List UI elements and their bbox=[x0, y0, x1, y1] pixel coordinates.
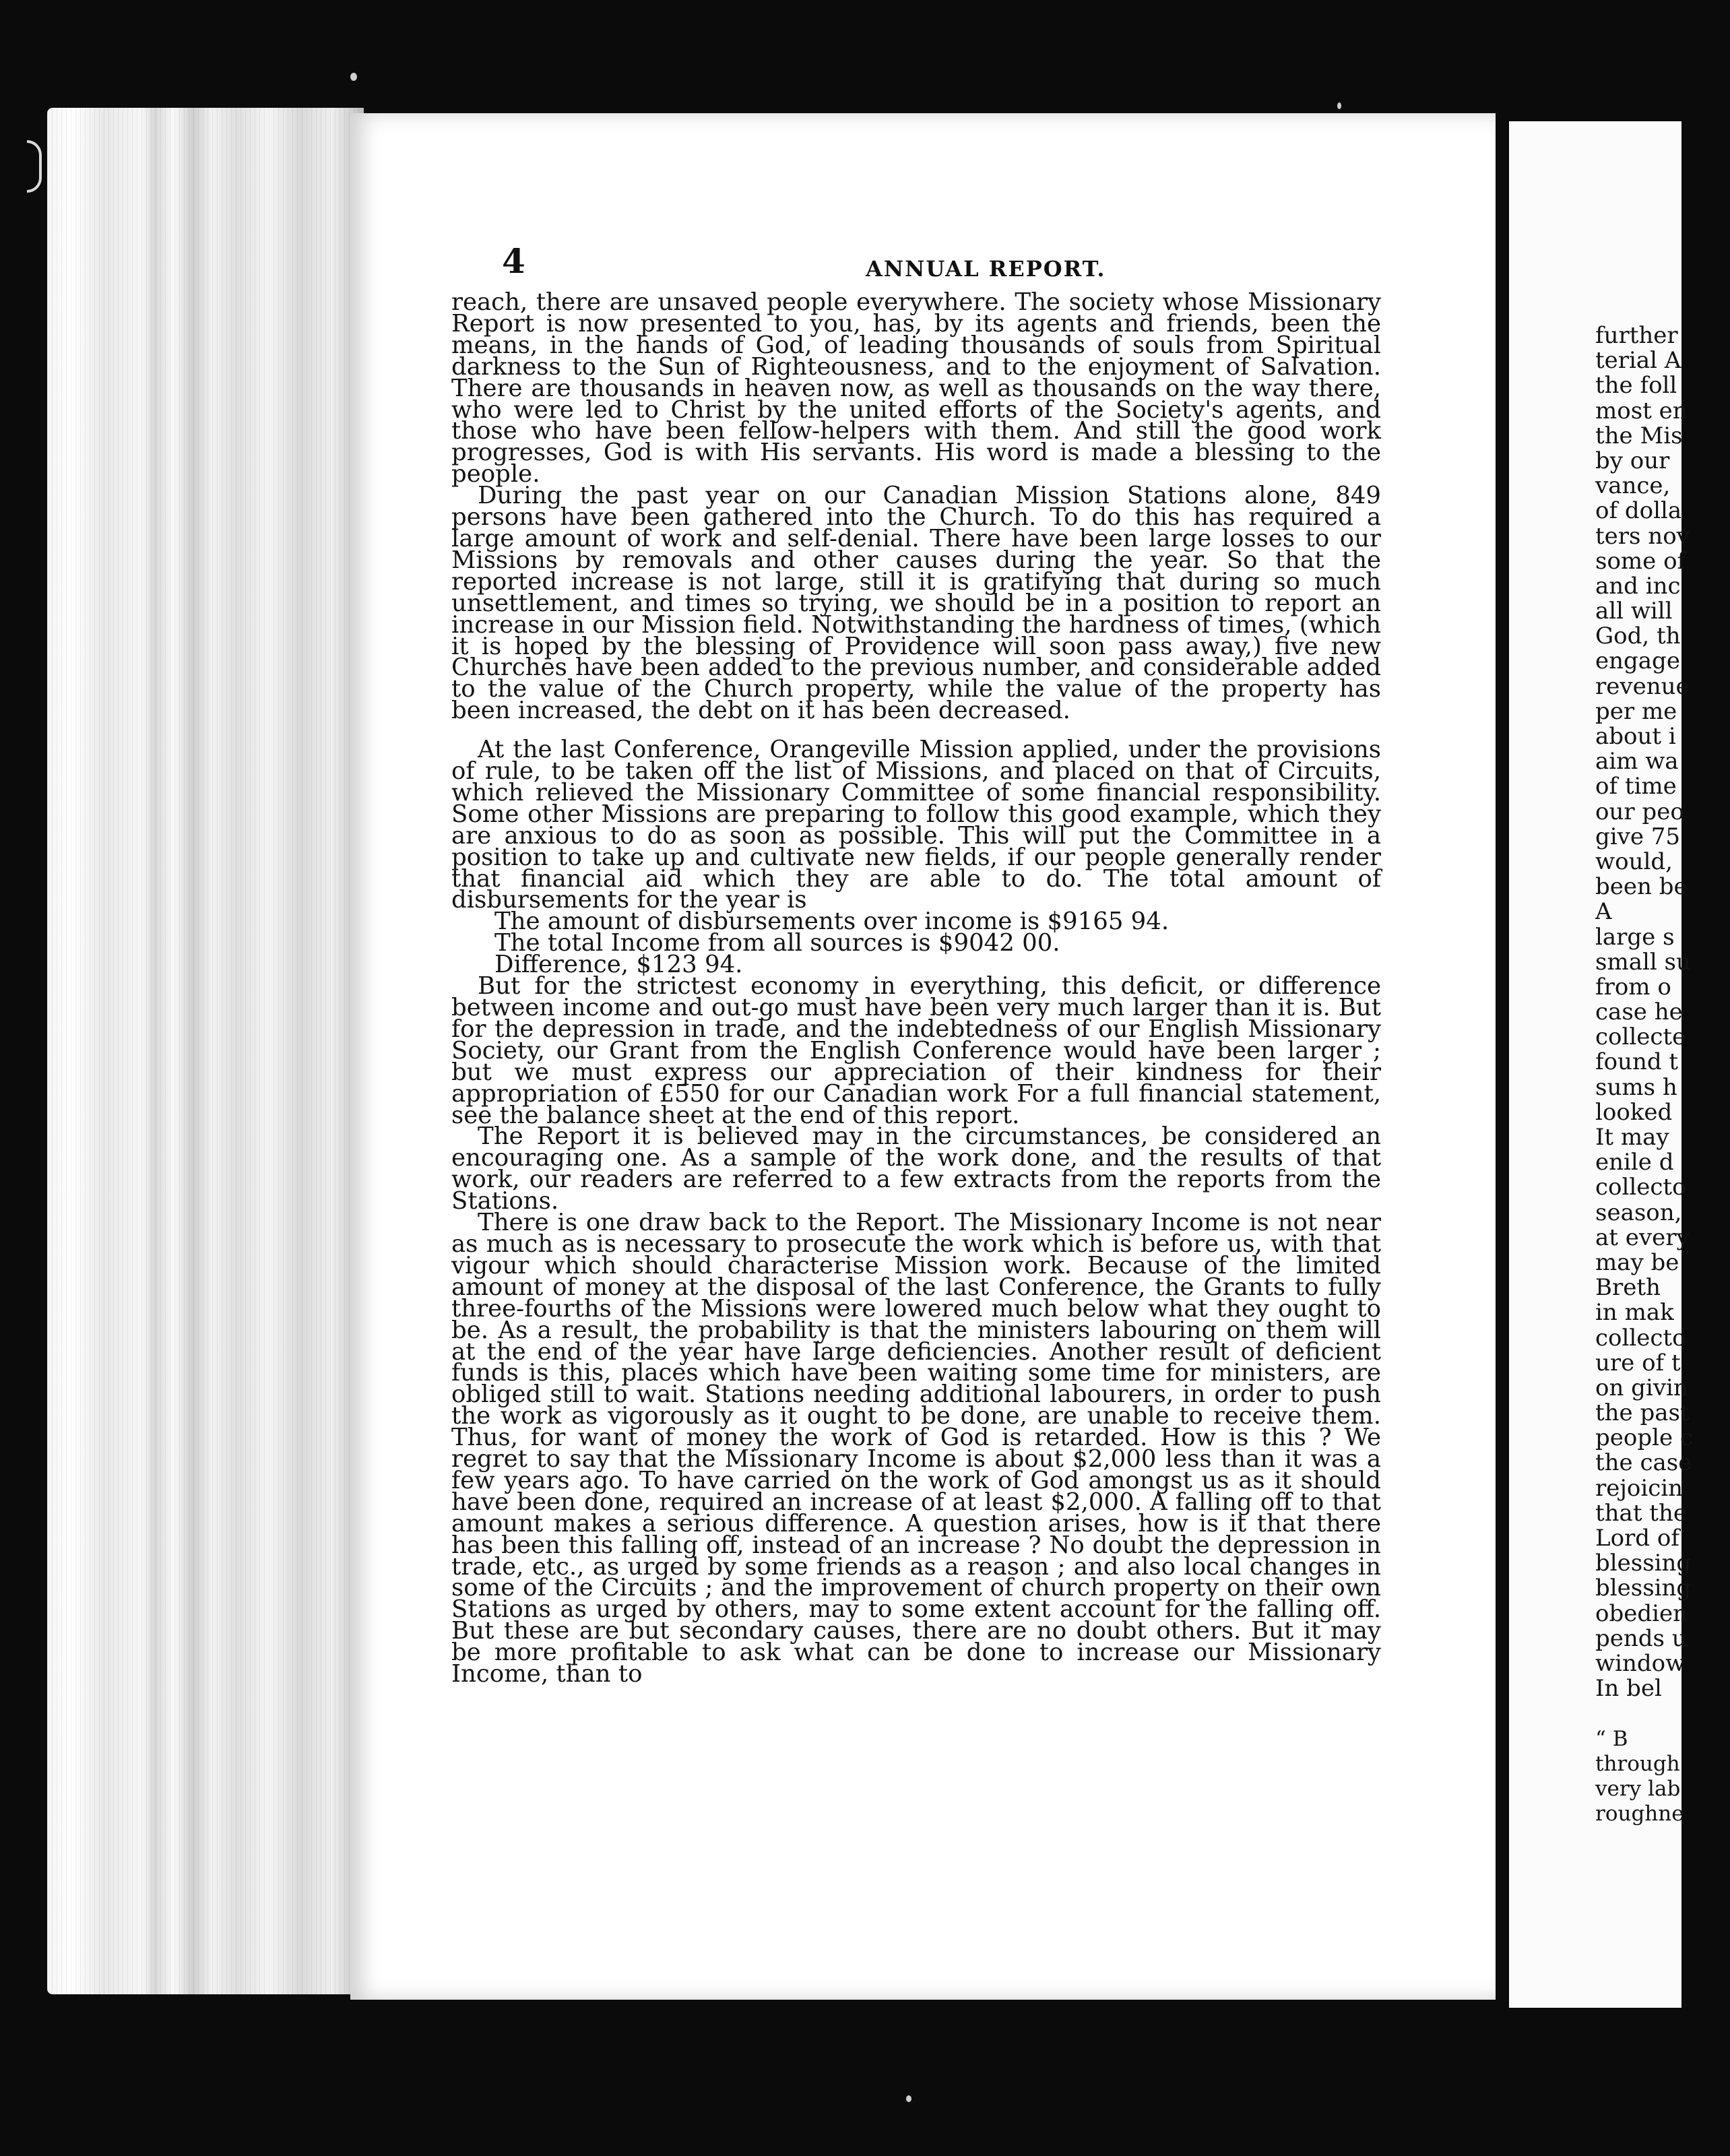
facing-page-line: rejoicin bbox=[1595, 1474, 1684, 1502]
facing-page-line: in mak bbox=[1595, 1299, 1674, 1327]
facing-page-line: per me bbox=[1595, 697, 1677, 725]
facing-page-line: from o bbox=[1595, 973, 1671, 1001]
paragraph: reach, there are unsaved people everywhere. The society whose Missionary Report is now presented to you, has, by its agents and friends, been the means, in the hands of God, of leading thousands of souls from Spiritual darkness to the Sun of Righteousness, and to the enjoyment of Salvation. There are thousands in heaven now, as well as thousands on the way there, who were led to Christ by the united efforts of the Society's agents, and those who have been fellow-helpers with them. And still the good work progresses, God is with His servants. His word is made a blessing to the people. bbox=[451, 288, 1381, 488]
facing-page-line: ure of t bbox=[1595, 1349, 1681, 1376]
facing-page-line: season, bbox=[1595, 1199, 1682, 1226]
facing-page-line: on givin bbox=[1595, 1374, 1688, 1401]
main-page bbox=[350, 113, 1496, 2000]
facing-page-line: of dolla bbox=[1595, 497, 1682, 525]
scan-artifact bbox=[27, 140, 42, 193]
facing-page-line: give 75 bbox=[1595, 823, 1681, 850]
facing-page-line: blessing bbox=[1595, 1550, 1692, 1577]
facing-page-line: In bel bbox=[1595, 1675, 1662, 1703]
facing-page-line: found t bbox=[1595, 1048, 1679, 1076]
facing-page-line: through bbox=[1595, 1751, 1680, 1776]
income-statement: The total Income from all sources is $9042 00. bbox=[494, 929, 1060, 957]
facing-page-line: Breth bbox=[1595, 1274, 1661, 1302]
facing-page-line: the foll bbox=[1595, 372, 1677, 400]
facing-page-line: the case bbox=[1595, 1449, 1692, 1477]
facing-page-line: A bbox=[1595, 898, 1612, 926]
facing-page-line: enile d bbox=[1595, 1149, 1674, 1176]
scan-speck bbox=[350, 73, 357, 81]
facing-page-line: case he bbox=[1595, 998, 1683, 1026]
facing-page-line: blessing bbox=[1595, 1575, 1692, 1602]
page-number: 4 bbox=[502, 241, 525, 281]
facing-page-line: collecte bbox=[1595, 1023, 1686, 1051]
facing-page-line: looked bbox=[1595, 1098, 1673, 1126]
facing-page-line: very lab bbox=[1595, 1776, 1681, 1801]
facing-page-line: our peo bbox=[1595, 798, 1684, 825]
facing-page-text bbox=[1595, 323, 1730, 1827]
facing-page-line: at every bbox=[1595, 1224, 1690, 1251]
facing-page-line: “ B bbox=[1595, 1726, 1628, 1751]
facing-page-line: God, th bbox=[1595, 623, 1681, 650]
facing-page-line: pends u bbox=[1595, 1624, 1687, 1652]
facing-page-line: been be bbox=[1595, 873, 1688, 901]
facing-page-line: that the bbox=[1595, 1499, 1687, 1527]
facing-page-line: It may bbox=[1595, 1124, 1669, 1151]
facing-page-line: collecto bbox=[1595, 1324, 1686, 1352]
facing-page-line: aim wa bbox=[1595, 748, 1679, 775]
facing-page-line: ters nov bbox=[1595, 522, 1690, 550]
facing-page-line: further bbox=[1595, 322, 1678, 349]
running-head: ANNUAL REPORT. bbox=[866, 256, 1106, 282]
facing-page-line: may be bbox=[1595, 1248, 1679, 1276]
paragraph: During the past year on our Canadian Mission Stations alone, 849 persons have been gathered into the Church. To do this has required a large amount of work and self-denial. There have been large losses to our Missions by removals and other causes during the year. So that the reported increase is not large, still it is gratifying that during so much unsettlement, and times so trying, we should be in a position to report an increase in our Mission field. Notwithstanding the hardness of times, (which it is hoped by the blessing of Providence will soon pass away,) five new Churches have been added to the previous number, and considerable added to the value of the Church property, while the value of the property has been increased, the debt on it has been decreased. bbox=[451, 482, 1381, 725]
paragraph: At the last Conference, Orangeville Mission applied, under the provisions of rule, to be taken off the list of Missions, and placed on that of Circuits, which relieved the Missionary Committee of some financial responsibility. Some other Missions are preparing to follow this good example, which they are anxious to do as soon as possible. This will put the Committee in a position to take up and cultivate new fields, if our people generally render that financial aid which they are able to do. The total amount of disbursements for the year is bbox=[451, 736, 1381, 914]
paragraph: The Report it is believed may in the circumstances, be considered an encouraging one. As a sample of the work done, and the results of that work, our readers are referred to a few extracts from the reports from the Stations. bbox=[451, 1122, 1381, 1215]
facing-page-line: obedien bbox=[1595, 1599, 1688, 1627]
facing-page-line: engage bbox=[1595, 647, 1680, 675]
facing-page-line bbox=[1595, 1701, 1730, 1726]
facing-page-line: some of bbox=[1595, 547, 1686, 575]
facing-page-line: would, bbox=[1595, 848, 1673, 875]
facing-page-line: the Mis bbox=[1595, 422, 1683, 449]
body-text bbox=[451, 288, 1381, 1688]
paragraph: There is one draw back to the Report. The Missionary Income is not near as much as is necessary to prosecute the work which is before us, with that vigour which should characterise Mission work. Because of the limited amount of money at the disposal of the last Conference, the Grants to fully three-fourths of the Missions were lowered much below what they ought to be. As a result, the probability is that the ministers labouring on them will at the end of the year have large deficiencies. Another result of deficient funds is this, places which have been waiting some time for ministers, are obliged still to wait. Stations needing additional labourers, in order to push the work as vigorously as it ought to be done, are unable to receive them. Thus, for want of money the work of God is retarded. How is this ? We regret to say that the Missionary Income is about $2,000 less than it was a few years ago. To have carried on the work of God amongst us as it should have been done, required an increase of at least $2,000. A falling off to that amount makes a serious difference. A question arises, how is it that there has been this falling off, instead of an increase ? No doubt the depression in trade, etc., as urged by some friends as a reason ; and also local changes in some of the Circuits ; and the improvement of church property on their own Stations as urged by others, may to some extent account for the falling off. But these are but secondary causes, there are no doubt others. But it may be more profitable to ask what can be done to increase our Missionary Income, than to bbox=[451, 1209, 1381, 1688]
facing-page-line: large s bbox=[1595, 923, 1675, 951]
scan-speck bbox=[1337, 102, 1341, 109]
facing-page-line: and inc bbox=[1595, 572, 1681, 600]
facing-page-line: by our bbox=[1595, 447, 1670, 474]
facing-page-line: vance, bbox=[1595, 472, 1671, 500]
facing-page-line: small su bbox=[1595, 948, 1691, 976]
facing-page-line: roughne bbox=[1595, 1802, 1684, 1827]
scan-speck bbox=[906, 2095, 911, 2102]
book-page-edges bbox=[47, 108, 364, 1994]
facing-page-line: people c bbox=[1595, 1424, 1693, 1452]
facing-page-line: Lord of bbox=[1595, 1525, 1679, 1552]
facing-page-line: all will bbox=[1595, 598, 1673, 625]
facing-page-line: window bbox=[1595, 1649, 1686, 1677]
facing-page-line: most en bbox=[1595, 397, 1688, 424]
disbursement-statement: The amount of disbursements over income is $9165 94. bbox=[494, 908, 1170, 936]
facing-page-line: revenue bbox=[1595, 672, 1690, 700]
facing-page-fragment bbox=[1509, 121, 1693, 2008]
facing-page-line: collecto bbox=[1595, 1174, 1686, 1201]
facing-page-line: the past bbox=[1595, 1399, 1690, 1427]
facing-page-line: terial A bbox=[1595, 347, 1681, 375]
facing-page-line: about i bbox=[1595, 723, 1676, 750]
difference-statement: Difference, $123 94. bbox=[494, 951, 743, 979]
facing-page-line: sums h bbox=[1595, 1073, 1677, 1101]
page-header bbox=[502, 241, 1445, 288]
facing-page-line: of time bbox=[1595, 773, 1677, 800]
paragraph: But for the strictest economy in everything, this deficit, or difference between income and out-go must have been very much larger than it is. But for the depression in trade, and the indebtedness of our English Missionary Society, our Grant from the English Conference would have been larger ; but we must express our appreciation of their kindness for their appropriation of £550 for our Canadian work For a full financial statement, see the balance sheet at the end of this report. bbox=[451, 972, 1381, 1129]
